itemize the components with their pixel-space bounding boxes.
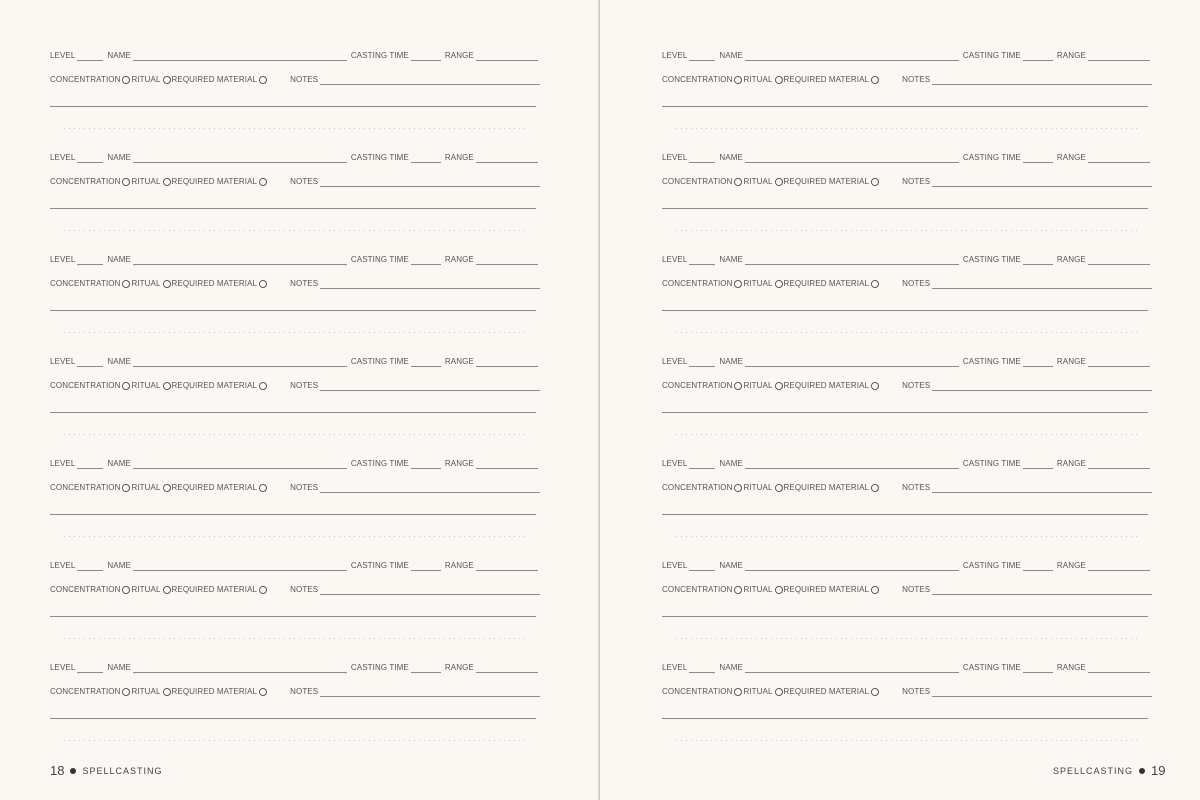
ritual-checkbox-icon[interactable] <box>775 484 783 492</box>
level-label: LEVEL <box>662 153 688 162</box>
casting-time-field[interactable] <box>411 358 441 367</box>
notes-field[interactable] <box>320 688 540 697</box>
level-label: LEVEL <box>50 663 76 672</box>
casting-time-label: CASTING TIME <box>962 561 1021 570</box>
spell-entry <box>50 204 540 306</box>
notes-label: NOTES <box>290 177 319 186</box>
spell-properties-row <box>662 379 1152 391</box>
range-field[interactable] <box>476 664 538 673</box>
level-field[interactable] <box>77 664 103 673</box>
spell-properties-row <box>662 685 1152 697</box>
concentration-checkbox-icon[interactable] <box>122 382 130 390</box>
notes-field[interactable] <box>320 76 540 85</box>
required-material-checkbox-icon[interactable] <box>871 178 879 186</box>
notes-line[interactable] <box>50 718 536 719</box>
casting-time-field[interactable] <box>1023 460 1053 469</box>
concentration-checkbox-icon[interactable] <box>734 280 742 288</box>
name-field[interactable] <box>745 460 959 469</box>
concentration-label: CONCENTRATION <box>50 585 121 594</box>
concentration-label: CONCENTRATION <box>662 75 733 84</box>
range-label: RANGE <box>444 153 474 162</box>
casting-time-label: CASTING TIME <box>962 459 1021 468</box>
notes-label: NOTES <box>290 279 319 288</box>
level-label: LEVEL <box>662 357 688 366</box>
concentration-checkbox-icon[interactable] <box>734 76 742 84</box>
concentration-label: CONCENTRATION <box>50 279 121 288</box>
level-field[interactable] <box>77 154 103 163</box>
notes-field[interactable] <box>320 586 540 595</box>
spell-entry <box>662 306 1152 408</box>
notes-line[interactable] <box>662 718 1148 719</box>
level-field[interactable] <box>689 562 715 571</box>
required-material-checkbox-icon[interactable] <box>259 178 267 186</box>
range-label: RANGE <box>1056 51 1086 60</box>
casting-time-field[interactable] <box>411 154 441 163</box>
ritual-label: RITUAL <box>743 585 773 594</box>
casting-time-label: CASTING TIME <box>350 357 409 366</box>
name-field[interactable] <box>745 154 959 163</box>
level-field[interactable] <box>689 460 715 469</box>
required-material-label: REQUIRED MATERIAL <box>171 585 258 594</box>
required-material-checkbox-icon[interactable] <box>871 382 879 390</box>
casting-time-label: CASTING TIME <box>350 51 409 60</box>
required-material-checkbox-icon[interactable] <box>871 280 879 288</box>
concentration-checkbox-icon[interactable] <box>734 178 742 186</box>
ritual-checkbox-icon[interactable] <box>163 688 171 696</box>
concentration-checkbox-icon[interactable] <box>734 586 742 594</box>
spell-properties-row <box>662 481 1152 493</box>
notes-label: NOTES <box>902 177 931 186</box>
range-field[interactable] <box>1088 664 1150 673</box>
range-field[interactable] <box>476 52 538 61</box>
spell-entry <box>50 0 540 102</box>
casting-time-label: CASTING TIME <box>962 153 1021 162</box>
name-field[interactable] <box>745 358 959 367</box>
ritual-label: RITUAL <box>131 75 161 84</box>
concentration-label: CONCENTRATION <box>50 687 121 696</box>
page-number: 18 <box>50 763 65 778</box>
casting-time-field[interactable] <box>411 460 441 469</box>
name-field[interactable] <box>133 664 347 673</box>
range-label: RANGE <box>1056 255 1086 264</box>
required-material-checkbox-icon[interactable] <box>259 76 267 84</box>
spell-entry <box>662 510 1152 612</box>
range-field[interactable] <box>476 256 538 265</box>
concentration-checkbox-icon[interactable] <box>122 484 130 492</box>
ritual-checkbox-icon[interactable] <box>163 586 171 594</box>
ritual-label: RITUAL <box>743 279 773 288</box>
bullet-icon <box>1139 768 1145 774</box>
level-label: LEVEL <box>50 357 76 366</box>
range-label: RANGE <box>1056 663 1086 672</box>
range-label: RANGE <box>1056 153 1086 162</box>
required-material-checkbox-icon[interactable] <box>259 586 267 594</box>
ritual-label: RITUAL <box>743 483 773 492</box>
range-label: RANGE <box>444 51 474 60</box>
spell-entry <box>50 510 540 612</box>
right-page <box>600 0 1200 800</box>
spell-entry <box>662 0 1152 102</box>
spell-header-row <box>662 661 1150 673</box>
spell-properties-row <box>50 277 540 289</box>
concentration-label: CONCENTRATION <box>662 585 733 594</box>
spell-properties-row <box>662 583 1152 595</box>
notes-field[interactable] <box>932 688 1152 697</box>
name-label: NAME <box>719 255 743 264</box>
range-field[interactable] <box>1088 358 1150 367</box>
name-label: NAME <box>107 663 131 672</box>
range-field[interactable] <box>1088 562 1150 571</box>
level-field[interactable] <box>689 52 715 61</box>
level-label: LEVEL <box>50 561 76 570</box>
name-label: NAME <box>719 51 743 60</box>
required-material-label: REQUIRED MATERIAL <box>171 381 258 390</box>
spell-entry <box>50 612 540 714</box>
notes-field[interactable] <box>932 484 1152 493</box>
spell-entry <box>50 306 540 408</box>
concentration-checkbox-icon[interactable] <box>122 586 130 594</box>
required-material-label: REQUIRED MATERIAL <box>783 483 870 492</box>
level-field[interactable] <box>77 562 103 571</box>
notes-label: NOTES <box>902 75 931 84</box>
page-number: 19 <box>1151 763 1166 778</box>
name-field[interactable] <box>133 358 347 367</box>
notes-field[interactable] <box>932 280 1152 289</box>
required-material-label: REQUIRED MATERIAL <box>171 483 258 492</box>
range-field[interactable] <box>476 460 538 469</box>
notes-label: NOTES <box>290 75 319 84</box>
spell-properties-row <box>50 685 540 697</box>
casting-time-field[interactable] <box>411 52 441 61</box>
dotted-divider <box>62 740 528 741</box>
ritual-label: RITUAL <box>743 381 773 390</box>
right-page-footer <box>1053 763 1166 778</box>
spell-properties-row <box>50 481 540 493</box>
notes-field[interactable] <box>320 484 540 493</box>
ritual-label: RITUAL <box>131 381 161 390</box>
level-label: LEVEL <box>662 561 688 570</box>
spell-header-row <box>50 253 538 265</box>
concentration-checkbox-icon[interactable] <box>122 688 130 696</box>
range-field[interactable] <box>476 154 538 163</box>
name-field[interactable] <box>133 154 347 163</box>
notes-label: NOTES <box>290 585 319 594</box>
concentration-checkbox-icon[interactable] <box>122 76 130 84</box>
spell-properties-row <box>50 379 540 391</box>
name-field[interactable] <box>133 52 347 61</box>
spell-entry <box>50 102 540 204</box>
level-label: LEVEL <box>50 153 76 162</box>
required-material-checkbox-icon[interactable] <box>871 484 879 492</box>
section-title: SPELLCASTING <box>1053 765 1134 776</box>
casting-time-field[interactable] <box>1023 664 1053 673</box>
required-material-checkbox-icon[interactable] <box>259 280 267 288</box>
casting-time-field[interactable] <box>1023 358 1053 367</box>
range-field[interactable] <box>1088 460 1150 469</box>
casting-time-label: CASTING TIME <box>350 255 409 264</box>
required-material-label: REQUIRED MATERIAL <box>783 177 870 186</box>
ritual-label: RITUAL <box>743 177 773 186</box>
level-field[interactable] <box>689 256 715 265</box>
range-label: RANGE <box>1056 459 1086 468</box>
notes-label: NOTES <box>290 381 319 390</box>
name-field[interactable] <box>745 256 959 265</box>
name-label: NAME <box>719 357 743 366</box>
level-label: LEVEL <box>662 255 688 264</box>
concentration-label: CONCENTRATION <box>662 687 733 696</box>
bullet-icon <box>70 768 76 774</box>
spell-properties-row <box>50 583 540 595</box>
range-label: RANGE <box>444 561 474 570</box>
spell-header-row <box>50 559 538 571</box>
level-label: LEVEL <box>662 663 688 672</box>
level-field[interactable] <box>689 664 715 673</box>
notes-label: NOTES <box>902 483 931 492</box>
notes-field[interactable] <box>932 178 1152 187</box>
notes-label: NOTES <box>902 279 931 288</box>
notes-label: NOTES <box>902 585 931 594</box>
name-field[interactable] <box>133 562 347 571</box>
level-label: LEVEL <box>662 459 688 468</box>
spell-entry <box>662 408 1152 510</box>
level-field[interactable] <box>77 52 103 61</box>
casting-time-field[interactable] <box>1023 562 1053 571</box>
spell-header-row <box>662 355 1150 367</box>
required-material-label: REQUIRED MATERIAL <box>171 75 258 84</box>
required-material-label: REQUIRED MATERIAL <box>783 381 870 390</box>
concentration-checkbox-icon[interactable] <box>734 688 742 696</box>
casting-time-label: CASTING TIME <box>350 663 409 672</box>
level-field[interactable] <box>689 154 715 163</box>
range-label: RANGE <box>444 255 474 264</box>
range-field[interactable] <box>1088 256 1150 265</box>
notes-field[interactable] <box>320 280 540 289</box>
concentration-label: CONCENTRATION <box>662 381 733 390</box>
concentration-label: CONCENTRATION <box>50 75 121 84</box>
ritual-label: RITUAL <box>131 585 161 594</box>
notes-label: NOTES <box>290 483 319 492</box>
concentration-label: CONCENTRATION <box>50 381 121 390</box>
ritual-label: RITUAL <box>131 483 161 492</box>
name-label: NAME <box>719 561 743 570</box>
casting-time-label: CASTING TIME <box>350 459 409 468</box>
concentration-label: CONCENTRATION <box>662 483 733 492</box>
casting-time-label: CASTING TIME <box>962 51 1021 60</box>
concentration-label: CONCENTRATION <box>50 483 121 492</box>
notes-field[interactable] <box>320 382 540 391</box>
required-material-label: REQUIRED MATERIAL <box>171 177 258 186</box>
name-label: NAME <box>107 255 131 264</box>
required-material-label: REQUIRED MATERIAL <box>783 585 870 594</box>
spell-entry <box>662 204 1152 306</box>
notes-label: NOTES <box>902 381 931 390</box>
concentration-checkbox-icon[interactable] <box>122 178 130 186</box>
name-label: NAME <box>107 153 131 162</box>
concentration-checkbox-icon[interactable] <box>734 382 742 390</box>
ritual-checkbox-icon[interactable] <box>775 280 783 288</box>
concentration-label: CONCENTRATION <box>50 177 121 186</box>
spell-properties-row <box>662 277 1152 289</box>
concentration-label: CONCENTRATION <box>662 279 733 288</box>
ritual-label: RITUAL <box>743 687 773 696</box>
ritual-checkbox-icon[interactable] <box>163 76 171 84</box>
spell-header-row <box>50 457 538 469</box>
range-label: RANGE <box>1056 561 1086 570</box>
notes-field[interactable] <box>932 382 1152 391</box>
spell-header-row <box>662 151 1150 163</box>
spell-properties-row <box>50 73 540 85</box>
section-title: SPELLCASTING <box>82 765 163 776</box>
ritual-label: RITUAL <box>131 177 161 186</box>
level-field[interactable] <box>77 460 103 469</box>
range-field[interactable] <box>1088 154 1150 163</box>
spell-properties-row <box>50 175 540 187</box>
notes-label: NOTES <box>290 687 319 696</box>
ritual-checkbox-icon[interactable] <box>163 178 171 186</box>
required-material-label: REQUIRED MATERIAL <box>171 279 258 288</box>
ritual-checkbox-icon[interactable] <box>163 280 171 288</box>
required-material-label: REQUIRED MATERIAL <box>171 687 258 696</box>
required-material-checkbox-icon[interactable] <box>259 382 267 390</box>
ritual-checkbox-icon[interactable] <box>775 178 783 186</box>
spell-header-row <box>50 355 538 367</box>
ritual-checkbox-icon[interactable] <box>163 484 171 492</box>
required-material-checkbox-icon[interactable] <box>259 688 267 696</box>
spell-entry <box>662 102 1152 204</box>
spell-header-row <box>662 559 1150 571</box>
level-label: LEVEL <box>50 255 76 264</box>
spell-properties-row <box>662 73 1152 85</box>
range-field[interactable] <box>476 358 538 367</box>
name-label: NAME <box>719 153 743 162</box>
spell-header-row <box>662 253 1150 265</box>
range-field[interactable] <box>1088 52 1150 61</box>
casting-time-field[interactable] <box>411 256 441 265</box>
required-material-checkbox-icon[interactable] <box>871 76 879 84</box>
spell-header-row <box>50 151 538 163</box>
required-material-checkbox-icon[interactable] <box>871 688 879 696</box>
required-material-checkbox-icon[interactable] <box>259 484 267 492</box>
notes-field[interactable] <box>320 178 540 187</box>
required-material-label: REQUIRED MATERIAL <box>783 687 870 696</box>
name-field[interactable] <box>745 562 959 571</box>
name-field[interactable] <box>133 460 347 469</box>
range-field[interactable] <box>476 562 538 571</box>
spell-entry <box>50 408 540 510</box>
range-label: RANGE <box>444 459 474 468</box>
name-field[interactable] <box>745 52 959 61</box>
casting-time-label: CASTING TIME <box>962 663 1021 672</box>
name-label: NAME <box>107 459 131 468</box>
required-material-checkbox-icon[interactable] <box>871 586 879 594</box>
ritual-checkbox-icon[interactable] <box>163 382 171 390</box>
casting-time-field[interactable] <box>1023 154 1053 163</box>
level-field[interactable] <box>689 358 715 367</box>
ritual-label: RITUAL <box>131 279 161 288</box>
casting-time-label: CASTING TIME <box>962 357 1021 366</box>
ritual-label: RITUAL <box>743 75 773 84</box>
casting-time-field[interactable] <box>411 562 441 571</box>
name-label: NAME <box>107 561 131 570</box>
casting-time-label: CASTING TIME <box>350 153 409 162</box>
spell-header-row <box>50 49 538 61</box>
left-page-footer <box>50 763 163 778</box>
casting-time-field[interactable] <box>1023 256 1053 265</box>
spell-header-row <box>662 457 1150 469</box>
casting-time-label: CASTING TIME <box>350 561 409 570</box>
spell-header-row <box>50 661 538 673</box>
name-field[interactable] <box>133 256 347 265</box>
notes-field[interactable] <box>932 586 1152 595</box>
range-label: RANGE <box>444 357 474 366</box>
spell-header-row <box>662 49 1150 61</box>
level-field[interactable] <box>77 256 103 265</box>
notes-field[interactable] <box>932 76 1152 85</box>
casting-time-label: CASTING TIME <box>962 255 1021 264</box>
name-label: NAME <box>107 357 131 366</box>
required-material-label: REQUIRED MATERIAL <box>783 75 870 84</box>
dotted-divider <box>674 740 1140 741</box>
ritual-label: RITUAL <box>131 687 161 696</box>
spell-entry <box>662 612 1152 714</box>
spell-properties-row <box>662 175 1152 187</box>
ritual-checkbox-icon[interactable] <box>775 76 783 84</box>
notes-label: NOTES <box>902 687 931 696</box>
ritual-checkbox-icon[interactable] <box>775 382 783 390</box>
name-field[interactable] <box>745 664 959 673</box>
ritual-checkbox-icon[interactable] <box>775 688 783 696</box>
concentration-label: CONCENTRATION <box>662 177 733 186</box>
range-label: RANGE <box>1056 357 1086 366</box>
ritual-checkbox-icon[interactable] <box>775 586 783 594</box>
concentration-checkbox-icon[interactable] <box>122 280 130 288</box>
name-label: NAME <box>719 459 743 468</box>
level-label: LEVEL <box>50 51 76 60</box>
name-label: NAME <box>719 663 743 672</box>
level-field[interactable] <box>77 358 103 367</box>
name-label: NAME <box>107 51 131 60</box>
level-label: LEVEL <box>662 51 688 60</box>
range-label: RANGE <box>444 663 474 672</box>
casting-time-field[interactable] <box>1023 52 1053 61</box>
casting-time-field[interactable] <box>411 664 441 673</box>
level-label: LEVEL <box>50 459 76 468</box>
concentration-checkbox-icon[interactable] <box>734 484 742 492</box>
required-material-label: REQUIRED MATERIAL <box>783 279 870 288</box>
